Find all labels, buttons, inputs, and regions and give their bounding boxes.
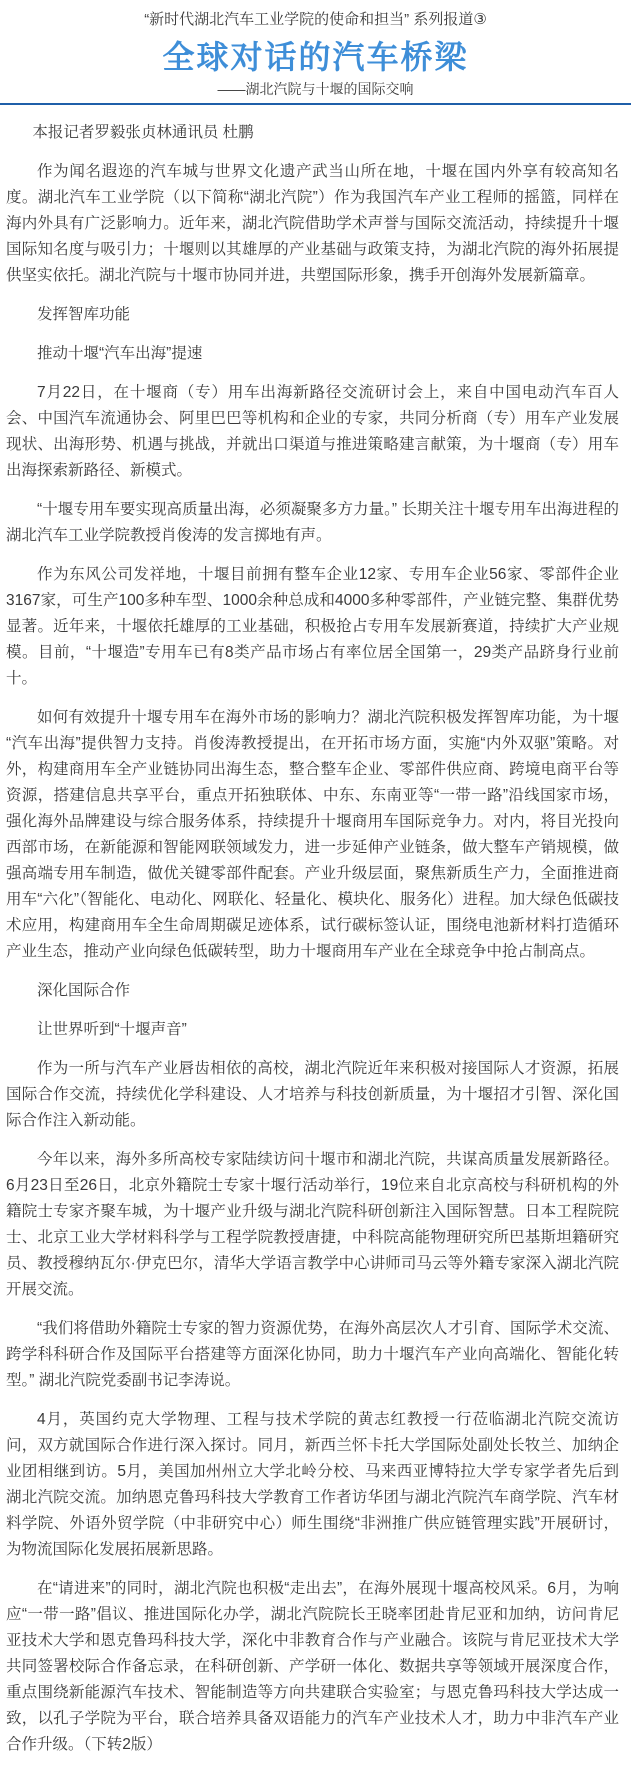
article-subtitle: ——湖北汽院与十堰的国际交响 [217, 81, 414, 97]
article-title: 全球对话的汽车桥梁 [162, 39, 469, 75]
section-heading: 深化国际合作 [37, 982, 131, 999]
article-paragraph: 在“请进来”的同时，湖北汽院也积极“走出去”，在海外展现十堰高校风采。6月，为响应“一带一路”倡议、推进国际化办学，湖北汽院院长王晓率团赴肯尼亚和加纳，访问肯尼亚技术大学和恩克鲁玛科技大学，深化中非教育合作与产业融合。该院与肯尼亚技术大学共同签署校际合作备忘录，在科研创新、产学研一体化、数据共享等领域开展深度合作，重点围绕新能源汽车技术、智能制造等方向共建联合实验室；与恩克鲁玛科技大学达成一致，以孔子学院为平台，联合培养具备双语能力的汽车产业技术人才，助力中非汽车产业合作升级。（下转2版） [6, 1580, 619, 1753]
article-byline: 本报记者罗毅张贞林通讯员 杜鹏 [32, 124, 254, 141]
article-paragraph: 作为一所与汽车产业唇齿相依的高校，湖北汽院近年来积极对接国际人才资源，拓展国际合作交流，持续优化学科建设、人才培养与科技创新质量，为十堰招才引智、深化国际合作注入新动能。 [6, 1060, 619, 1129]
article-paragraph: 今年以来，海外多所高校专家陆续访问十堰市和湖北汽院，共谋高质量发展新路径。6月23日至26日，北京外籍院士专家十堰行活动举行，19位来自北京高校与科研机构的外籍院士专家齐聚车城，为十堰产业升级与湖北汽院科研创新注入国际智慧。日本工程院院士、北京工业大学材料科学与工程学院教授唐捷，中科院高能物理研究所巴基斯坦籍研究员、教授穆纳瓦尔·伊克巴尔，清华大学语言教学中心讲师司马云等外籍专家深入湖北汽院开展交流。 [6, 1151, 619, 1298]
article-body [0, 105, 631, 1779]
section-heading: 发挥智库功能 [37, 306, 131, 323]
article-paragraph: 作为东风公司发祥地，十堰目前拥有整车企业12家、专用车企业56家、零部件企业3167家，可生产100多种车型、1000余种总成和4000多种零部件，产业链完整、集群优势显著。近年来，十堰依托雄厚的工业基础，积极抢占专用车发展新赛道，持续扩大产业规模。目前，“十堰造”专用车已有8类产品市场占有率位居全国第一，29类产品跻身行业前十。 [6, 566, 619, 687]
article-paragraph: 4月，英国约克大学物理、工程与技术学院的黄志红教授一行莅临湖北汽院交流访问，双方就国际合作进行深入探讨。同月，新西兰怀卡托大学国际处副处长牧兰、加纳企业团相继到访。5月，美国加州州立大学北岭分校、马来西亚博特拉大学专家学者先后到湖北汽院交流。加纳恩克鲁玛科技大学教育工作者访华团与湖北汽院汽车商学院、汽车材料学院、外语外贸学院（中非研究中心）师生围绕“非洲推广供应链管理实践”开展研讨，为物流国际化发展拓展新思路。 [6, 1411, 619, 1558]
section-subheading: 让世界听到“十堰声音” [37, 1021, 187, 1038]
series-label: “新时代湖北汽车工业学院的使命和担当” 系列报道③ [144, 11, 487, 28]
article-paragraph: 如何有效提升十堰专用车在海外市场的影响力？湖北汽院积极发挥智库功能，为十堰“汽车出海”提供智力支持。肖俊涛教授提出，在开拓市场方面，实施“内外双驱”策略。对外，构建商用车全产业链协同出海生态，整合整车企业、零部件供应商、跨境电商平台等资源，搭建信息共享平台，重点开拓独联体、中东、东南亚等“一带一路”沿线国家市场，强化海外品牌建设与综合服务体系，持续提升十堰商用车国际竞争力。对内，将目光投向西部市场，在新能源和智能网联领域发力，进一步延伸产业链条，做大整车产销规模，做强高端专用车制造，做优关键零部件配套。产业升级层面，聚焦新质生产力，全面推进商用车“六化”（智能化、电动化、网联化、轻量化、模块化、服务化）进程。加大绿色低碳技术应用，构建商用车全生命周期碳足迹体系，试行碳标签认证，围绕电池新材料打造循环产业生态，推动产业向绿色低碳转型，助力十堰商用车产业在全球竞争中抢占制高点。 [6, 709, 619, 960]
article-paragraph: “十堰专用车要实现高质量出海，必须凝聚多方力量。” 长期关注十堰专用车出海进程的湖北汽车工业学院教授肖俊涛的发言掷地有声。 [6, 501, 619, 544]
article-paragraph: 7月22日，在十堰商（专）用车出海新路径交流研讨会上，来自中国电动汽车百人会、中国汽车流通协会、阿里巴巴等机构和企业的专家，共同分析商（专）用车产业发展现状、出海形势、机遇与挑战，并就出口渠道与推进策略建言献策，为十堰商（专）用车出海探索新路径、新模式。 [6, 384, 619, 479]
article-header [0, 0, 631, 98]
section-subheading: 推动十堰“汽车出海”提速 [37, 345, 203, 362]
article-paragraph: “我们将借助外籍院士专家的智力资源优势，在海外高层次人才引育、国际学术交流、跨学科科研合作及国际平台搭建等方面深化协同，助力十堰汽车产业向高端化、智能化转型。” 湖北汽院党委副书记李涛说。 [6, 1320, 619, 1389]
article-paragraph: 作为闻名遐迩的汽车城与世界文化遗产武当山所在地，十堰在国内外享有较高知名度。湖北汽车工业学院（以下简称“湖北汽院”）作为我国汽车产业工程师的摇篮，同样在海内外具有广泛影响力。近年来，湖北汽院借助学术声誉与国际交流活动，持续提升十堰国际知名度与吸引力；十堰则以其雄厚的产业基础与政策支持，为湖北汽院的海外拓展提供坚实依托。湖北汽院与十堰市协同并进，共塑国际形象，携手开创海外发展新篇章。 [6, 163, 619, 284]
